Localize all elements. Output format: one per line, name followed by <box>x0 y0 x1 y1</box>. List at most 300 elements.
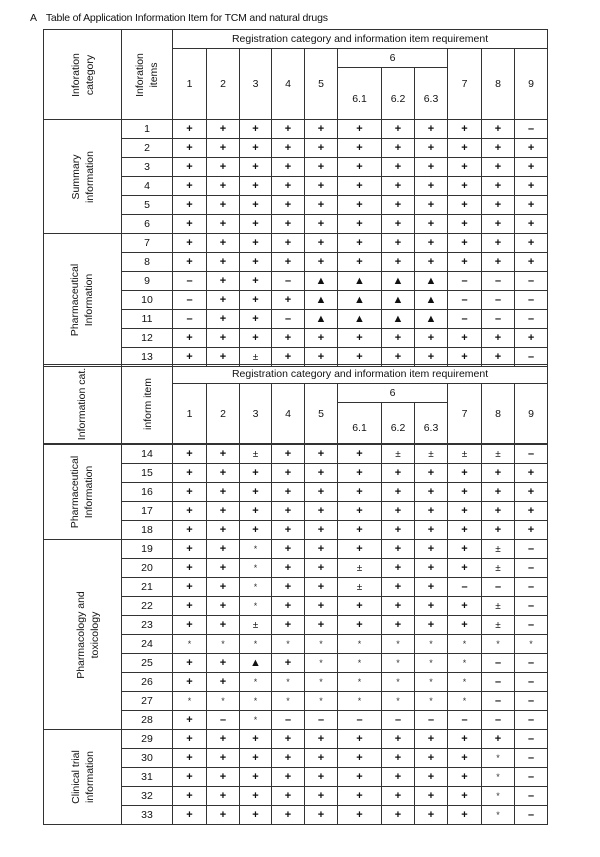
required-plus: + <box>207 139 240 158</box>
required-plus: + <box>240 291 272 310</box>
required-plus: + <box>207 483 240 502</box>
required-plus: + <box>448 464 482 483</box>
required-plus: + <box>207 464 240 483</box>
star-mark: * <box>305 673 338 692</box>
required-plus: + <box>382 749 415 768</box>
header-information-cat <box>44 365 122 444</box>
star-mark: * <box>415 635 448 654</box>
required-plus: + <box>515 177 548 196</box>
star-mark: * <box>482 787 515 806</box>
required-plus: + <box>305 806 338 825</box>
required-plus: + <box>240 310 272 329</box>
required-plus: + <box>382 521 415 540</box>
required-plus: + <box>207 234 240 253</box>
required-plus: + <box>515 196 548 215</box>
required-plus: + <box>448 177 482 196</box>
item-number: 14 <box>122 445 173 464</box>
required-plus: + <box>338 540 382 559</box>
star-mark: * <box>448 635 482 654</box>
triangle-mark: ▲ <box>415 291 448 310</box>
required-plus: + <box>415 158 448 177</box>
required-plus: + <box>482 348 515 367</box>
not-required-dash: – <box>173 272 207 291</box>
item-number: 17 <box>122 502 173 521</box>
not-required-dash: – <box>482 291 515 310</box>
required-plus: + <box>448 234 482 253</box>
required-plus: + <box>305 597 338 616</box>
table-row <box>44 445 548 464</box>
required-plus: + <box>305 768 338 787</box>
optional-plusminus: ± <box>482 616 515 635</box>
required-plus: + <box>338 502 382 521</box>
required-plus: + <box>382 329 415 348</box>
required-plus: + <box>415 502 448 521</box>
required-plus: + <box>448 348 482 367</box>
star-mark: * <box>305 692 338 711</box>
required-plus: + <box>272 768 305 787</box>
star-mark: * <box>173 692 207 711</box>
required-plus: + <box>207 329 240 348</box>
required-plus: + <box>448 139 482 158</box>
required-plus: + <box>338 616 382 635</box>
section-label-line: Pharmaceutical <box>69 455 82 529</box>
required-plus: + <box>382 616 415 635</box>
required-plus: + <box>305 464 338 483</box>
required-plus: + <box>482 253 515 272</box>
header2-col-8: 8 <box>482 384 515 444</box>
not-required-dash: – <box>272 711 305 730</box>
required-plus: + <box>240 272 272 291</box>
required-plus: + <box>338 196 382 215</box>
required-plus: + <box>207 445 240 464</box>
item-number: 13 <box>122 348 173 367</box>
not-required-dash: – <box>272 272 305 291</box>
star-mark: * <box>448 673 482 692</box>
required-plus: + <box>305 253 338 272</box>
not-required-dash: – <box>515 654 548 673</box>
required-plus: + <box>448 521 482 540</box>
required-plus: + <box>482 502 515 521</box>
header-items-line1: Inforation <box>134 52 146 97</box>
required-plus: + <box>173 253 207 272</box>
required-plus: + <box>272 177 305 196</box>
star-mark: * <box>240 597 272 616</box>
required-plus: + <box>207 177 240 196</box>
header2-col-9: 9 <box>515 384 548 444</box>
required-plus: + <box>415 521 448 540</box>
header-col-5: 5 <box>305 49 338 120</box>
caption-letter: A <box>30 12 37 24</box>
required-plus: + <box>382 540 415 559</box>
required-plus: + <box>338 348 382 367</box>
required-plus: + <box>173 483 207 502</box>
triangle-mark: ▲ <box>415 272 448 291</box>
optional-plusminus: ± <box>338 559 382 578</box>
not-required-dash: – <box>515 787 548 806</box>
required-plus: + <box>240 521 272 540</box>
section-label-line: toxicology <box>88 611 101 658</box>
not-required-dash: – <box>515 578 548 597</box>
required-plus: + <box>272 348 305 367</box>
triangle-mark: ▲ <box>382 291 415 310</box>
required-plus: + <box>382 234 415 253</box>
not-required-dash: – <box>515 310 548 329</box>
required-plus: + <box>305 540 338 559</box>
triangle-mark: ▲ <box>382 310 415 329</box>
triangle-mark: ▲ <box>338 310 382 329</box>
required-plus: + <box>515 521 548 540</box>
optional-plusminus: ± <box>240 348 272 367</box>
header2-col-2: 2 <box>207 384 240 444</box>
item-number: 9 <box>122 272 173 291</box>
required-plus: + <box>382 158 415 177</box>
header-col-9: 9 <box>515 49 548 120</box>
required-plus: + <box>415 578 448 597</box>
required-plus: + <box>448 768 482 787</box>
required-plus: + <box>338 139 382 158</box>
required-plus: + <box>272 730 305 749</box>
item-number: 22 <box>122 597 173 616</box>
triangle-mark: ▲ <box>305 291 338 310</box>
required-plus: + <box>338 234 382 253</box>
required-plus: + <box>272 464 305 483</box>
section-label-line: Pharmacology and <box>74 590 87 679</box>
header-col-2: 2 <box>207 49 240 120</box>
required-plus: + <box>173 445 207 464</box>
section-label-line: Summary <box>69 154 82 199</box>
required-plus: + <box>207 310 240 329</box>
required-plus: + <box>207 749 240 768</box>
required-plus: + <box>272 540 305 559</box>
not-required-dash: – <box>515 291 548 310</box>
required-plus: + <box>415 348 448 367</box>
required-plus: + <box>305 749 338 768</box>
required-plus: + <box>272 806 305 825</box>
required-plus: + <box>482 464 515 483</box>
required-plus: + <box>448 616 482 635</box>
item-number: 29 <box>122 730 173 749</box>
required-plus: + <box>338 749 382 768</box>
required-plus: + <box>382 483 415 502</box>
table-row <box>44 120 548 139</box>
item-number: 16 <box>122 483 173 502</box>
star-mark: * <box>415 692 448 711</box>
header-information-items <box>122 30 173 120</box>
required-plus: + <box>482 158 515 177</box>
star-mark: * <box>173 635 207 654</box>
required-plus: + <box>415 483 448 502</box>
required-plus: + <box>240 177 272 196</box>
not-required-dash: – <box>482 578 515 597</box>
optional-plusminus: ± <box>482 597 515 616</box>
header-inform-item-label: inform item <box>141 378 154 430</box>
required-plus: + <box>415 616 448 635</box>
required-plus: + <box>240 234 272 253</box>
optional-plusminus: ± <box>482 540 515 559</box>
header2-col-6: 6 <box>338 384 448 403</box>
header2-col-1: 1 <box>173 384 207 444</box>
not-required-dash: – <box>515 616 548 635</box>
required-plus: + <box>207 502 240 521</box>
required-plus: + <box>240 215 272 234</box>
star-mark: * <box>240 540 272 559</box>
required-plus: + <box>415 196 448 215</box>
required-plus: + <box>173 348 207 367</box>
required-plus: + <box>173 578 207 597</box>
optional-plusminus: ± <box>448 445 482 464</box>
section-label-line: Pharmaceutical <box>69 263 82 337</box>
required-plus: + <box>415 120 448 139</box>
required-plus: + <box>305 120 338 139</box>
star-mark: * <box>305 635 338 654</box>
required-plus: + <box>173 464 207 483</box>
required-plus: + <box>207 291 240 310</box>
required-plus: + <box>272 502 305 521</box>
section-label-cell <box>44 120 122 234</box>
required-plus: + <box>482 177 515 196</box>
star-mark: * <box>382 635 415 654</box>
required-plus: + <box>448 483 482 502</box>
section-label-cell <box>44 234 122 367</box>
required-plus: + <box>305 483 338 502</box>
required-plus: + <box>207 730 240 749</box>
required-plus: + <box>305 158 338 177</box>
required-plus: + <box>338 158 382 177</box>
header2-col-7: 7 <box>448 384 482 444</box>
required-plus: + <box>305 559 338 578</box>
required-plus: + <box>338 768 382 787</box>
required-plus: + <box>415 540 448 559</box>
required-plus: + <box>240 768 272 787</box>
required-plus: + <box>272 158 305 177</box>
triangle-mark: ▲ <box>240 654 272 673</box>
star-mark: * <box>207 635 240 654</box>
required-plus: + <box>338 597 382 616</box>
not-required-dash: – <box>482 692 515 711</box>
header-group-title-2: Registration category and information item requirement <box>173 365 548 384</box>
required-plus: + <box>515 464 548 483</box>
star-mark: * <box>382 673 415 692</box>
required-plus: + <box>207 348 240 367</box>
required-plus: + <box>173 177 207 196</box>
header-category-line1: Inforation <box>69 52 82 97</box>
required-plus: + <box>207 597 240 616</box>
required-plus: + <box>305 215 338 234</box>
not-required-dash: – <box>515 597 548 616</box>
star-mark: * <box>448 692 482 711</box>
required-plus: + <box>482 234 515 253</box>
item-number: 4 <box>122 177 173 196</box>
required-plus: + <box>338 521 382 540</box>
not-required-dash: – <box>515 348 548 367</box>
star-mark: * <box>415 673 448 692</box>
required-plus: + <box>415 768 448 787</box>
not-required-dash: – <box>482 711 515 730</box>
star-mark: * <box>240 559 272 578</box>
star-mark: * <box>240 692 272 711</box>
header-category-line2: category <box>83 54 96 95</box>
section-label-cell <box>44 445 122 540</box>
required-plus: + <box>415 253 448 272</box>
required-plus: + <box>173 215 207 234</box>
required-plus: + <box>448 787 482 806</box>
required-plus: + <box>272 196 305 215</box>
not-required-dash: – <box>448 272 482 291</box>
required-plus: + <box>338 730 382 749</box>
required-plus: + <box>448 329 482 348</box>
not-required-dash: – <box>515 806 548 825</box>
table-row <box>44 730 548 749</box>
star-mark: * <box>305 654 338 673</box>
not-required-dash: – <box>515 272 548 291</box>
not-required-dash: – <box>448 711 482 730</box>
optional-plusminus: ± <box>482 559 515 578</box>
required-plus: + <box>448 196 482 215</box>
table-body-bottom <box>44 445 548 825</box>
header-col-1: 1 <box>173 49 207 120</box>
required-plus: + <box>207 253 240 272</box>
required-plus: + <box>173 329 207 348</box>
optional-plusminus: ± <box>240 616 272 635</box>
header-col-6: 6 <box>338 49 448 68</box>
not-required-dash: – <box>272 310 305 329</box>
required-plus: + <box>173 654 207 673</box>
not-required-dash: – <box>448 291 482 310</box>
required-plus: + <box>173 768 207 787</box>
required-plus: + <box>482 730 515 749</box>
required-plus: + <box>305 445 338 464</box>
item-number: 24 <box>122 635 173 654</box>
required-plus: + <box>173 540 207 559</box>
required-plus: + <box>207 196 240 215</box>
optional-plusminus: ± <box>240 445 272 464</box>
star-mark: * <box>338 673 382 692</box>
required-plus: + <box>305 348 338 367</box>
required-plus: + <box>207 158 240 177</box>
required-plus: + <box>338 177 382 196</box>
required-plus: + <box>240 158 272 177</box>
required-plus: + <box>173 234 207 253</box>
table-row <box>44 234 548 253</box>
required-plus: + <box>272 291 305 310</box>
table-row <box>44 540 548 559</box>
not-required-dash: – <box>515 730 548 749</box>
required-plus: + <box>515 215 548 234</box>
not-required-dash: – <box>173 310 207 329</box>
required-plus: + <box>272 787 305 806</box>
required-plus: + <box>240 730 272 749</box>
section-label-line: Information <box>83 465 96 519</box>
star-mark: * <box>338 635 382 654</box>
required-plus: + <box>448 502 482 521</box>
star-mark: * <box>338 692 382 711</box>
header2-col-6-2: 6.2 <box>382 403 415 444</box>
required-plus: + <box>272 445 305 464</box>
required-plus: + <box>382 768 415 787</box>
required-plus: + <box>272 253 305 272</box>
required-plus: + <box>207 787 240 806</box>
section-label-line: Clinical trial <box>69 750 82 804</box>
required-plus: + <box>382 215 415 234</box>
header-group-title: Registration category and information item requirement <box>173 30 548 49</box>
star-mark: * <box>240 711 272 730</box>
required-plus: + <box>207 215 240 234</box>
required-plus: + <box>272 483 305 502</box>
required-plus: + <box>272 521 305 540</box>
triangle-mark: ▲ <box>415 310 448 329</box>
required-plus: + <box>382 196 415 215</box>
not-required-dash: – <box>305 711 338 730</box>
required-plus: + <box>272 616 305 635</box>
required-plus: + <box>272 120 305 139</box>
required-plus: + <box>207 616 240 635</box>
item-number: 7 <box>122 234 173 253</box>
required-plus: + <box>338 787 382 806</box>
required-plus: + <box>515 502 548 521</box>
star-mark: * <box>382 654 415 673</box>
required-plus: + <box>415 139 448 158</box>
required-plus: + <box>515 483 548 502</box>
required-plus: + <box>382 177 415 196</box>
required-plus: + <box>382 139 415 158</box>
not-required-dash: – <box>482 654 515 673</box>
triangle-mark: ▲ <box>382 272 415 291</box>
required-plus: + <box>305 177 338 196</box>
not-required-dash: – <box>515 673 548 692</box>
required-plus: + <box>382 787 415 806</box>
header2-col-6-1: 6.1 <box>338 403 382 444</box>
required-plus: + <box>415 559 448 578</box>
item-number: 32 <box>122 787 173 806</box>
item-number: 6 <box>122 215 173 234</box>
item-number: 10 <box>122 291 173 310</box>
header-information-cat-label: Information cat. <box>76 367 89 441</box>
required-plus: + <box>207 578 240 597</box>
required-plus: + <box>382 502 415 521</box>
header-col-6-2: 6.2 <box>382 68 415 120</box>
required-plus: + <box>382 348 415 367</box>
star-mark: * <box>515 635 548 654</box>
required-plus: + <box>338 215 382 234</box>
required-plus: + <box>415 464 448 483</box>
required-plus: + <box>240 139 272 158</box>
header-col-4: 4 <box>272 49 305 120</box>
required-plus: + <box>240 787 272 806</box>
not-required-dash: – <box>515 692 548 711</box>
required-plus: + <box>448 158 482 177</box>
required-plus: + <box>207 768 240 787</box>
required-plus: + <box>207 673 240 692</box>
item-number: 18 <box>122 521 173 540</box>
required-plus: + <box>272 139 305 158</box>
not-required-dash: – <box>448 578 482 597</box>
required-plus: + <box>482 215 515 234</box>
required-plus: + <box>338 120 382 139</box>
star-mark: * <box>240 673 272 692</box>
star-mark: * <box>272 635 305 654</box>
required-plus: + <box>305 787 338 806</box>
required-plus: + <box>240 483 272 502</box>
required-plus: + <box>207 654 240 673</box>
required-plus: + <box>173 521 207 540</box>
required-plus: + <box>305 329 338 348</box>
header2-col-3: 3 <box>240 384 272 444</box>
item-number: 30 <box>122 749 173 768</box>
not-required-dash: – <box>482 272 515 291</box>
required-plus: + <box>515 234 548 253</box>
required-plus: + <box>482 139 515 158</box>
header-col-3: 3 <box>240 49 272 120</box>
